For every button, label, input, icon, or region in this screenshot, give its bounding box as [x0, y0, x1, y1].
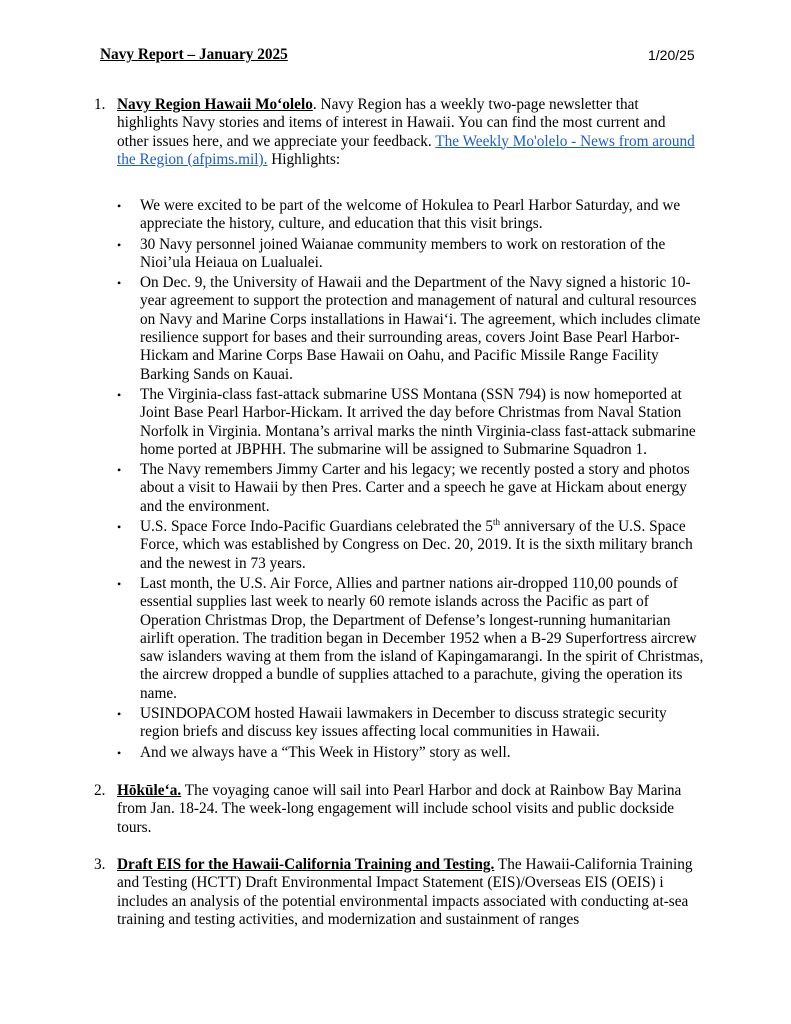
section-number: 1. [94, 96, 106, 113]
list-item: • 30 Navy personnel joined Waianae community members to work on restoration of the Nioi’ula Heiaua on Lualualei. [117, 235, 666, 271]
section-text: The voyaging canoe will sail into Pearl Harbor and dock at Rainbow Bay Marina from Jan. 18-24. The week-long engagement will include school visits and public dockside tours. [117, 782, 682, 836]
bullet-icon: • [117, 707, 122, 722]
bullet-icon: • [117, 387, 122, 402]
bullet-icon: • [117, 199, 122, 213]
list-item: • U.S. Space Force Indo-Pacific Guardians celebrated the 5th anniversary of the U.S. Space Force, which was established by Congress on Dec. 20, 2019. It is the sixth military branch and the newest in 73 years. [117, 516, 693, 572]
section-number: 2. [94, 782, 106, 799]
section-number: 3. [94, 856, 106, 873]
list-item: • USINDOPACOM hosted Hawaii lawmakers in December to discuss strategic security region briefs and discuss key issues affecting local communities in Hawaii. [117, 705, 667, 741]
newsletter-link[interactable]: The Weekly Mo'olelo - News from around the Region (afpims.mil). [117, 132, 695, 168]
list-item: • On Dec. 9, the University of Hawaii and the Department of the Navy signed a historic 10-year agreement to support the protection and management of natural and cultural resources on Navy and Marine Corps installations in Hawai‘i. The agreement, which includes climate resilience support for bases and their surrounding areas, covers Joint Base Pearl Harbor-Hickam and Marine Corps Base Hawaii on Oahu, and Pacific Missile Range Facility Barking Sands on Kauai. [117, 274, 701, 383]
bullet-icon: • [117, 520, 122, 535]
list-item: • Last month, the U.S. Air Force, Allies and partner nations air-dropped 110,00 pounds of essential supplies last week to nearly 60 remote islands across the Pacific as part of Operation Christmas Drop, the Department of Defense’s longest-running humanitarian airlift operation. The tradition began in December 1952 when a B-29 Superfortress aircrew saw islanders waving at them from the island of Kapingamarangi. In the spirit of Christmas, the aircrew dropped a bundle of supplies attached to a parachute, giving the operation its name. [117, 574, 704, 702]
bullet-icon: • [117, 276, 122, 291]
bullet-icon: • [117, 237, 122, 252]
section-hokulea [94, 782, 699, 837]
list-item: • And we always have a “This Week in History” story as well. [117, 743, 511, 761]
report-date: 1/20/25 [648, 47, 695, 63]
list-item: • We were excited to be part of the welcome of Hokulea to Pearl Harbor Saturday, and we appreciate the history, culture, and education that this visit brings. [117, 197, 681, 233]
section-text: . Navy Region has a weekly two-page newsletter that highlights Navy stories and items of interest in Hawaii. You can find the most current and other issues here, and we appreciate your feedback. [117, 96, 666, 150]
section-text-highlights: Highlights: [267, 150, 341, 168]
bullet-icon: • [117, 576, 122, 591]
bullet-icon: • [117, 745, 122, 760]
list-item: • The Navy remembers Jimmy Carter and his legacy; we recently posted a story and photos about a visit to Hawaii by then Pres. Carter and a speech he gave at Hickam about energy and the environment. [117, 461, 690, 515]
section-draft-eis [94, 856, 699, 929]
section-navy-region-hawaii [94, 96, 699, 169]
bullet-icon: • [117, 463, 122, 478]
section-heading: Navy Region Hawaii Mo‘olelo [117, 96, 313, 113]
section-heading: Draft EIS for the Hawaii-California Training and Testing. [117, 856, 495, 873]
section-text: The Hawaii-California Training and Testing (HCTT) Draft Environmental Impact Statement (EIS)/Overseas EIS (OEIS) i includes an analysis of the potential environmental impacts associated with conducting at-sea training and testing activities, and modernization and sustainment of ranges [117, 856, 693, 928]
report-title: Navy Report – January 2025 [100, 46, 288, 63]
highlights-list [117, 197, 706, 762]
list-item: • The Virginia-class fast-attack submarine USS Montana (SSN 794) is now homeported at Joint Base Pearl Harbor-Hickam. It arrived the day before Christmas from Naval Station Norfolk in Virginia. Montana’s arrival marks the ninth Virginia-class fast-attack submarine home ported at JBPHH. The submarine will be assigned to Submarine Squadron 1. [117, 385, 696, 458]
section-heading: Hōkūle‘a. [117, 782, 182, 799]
